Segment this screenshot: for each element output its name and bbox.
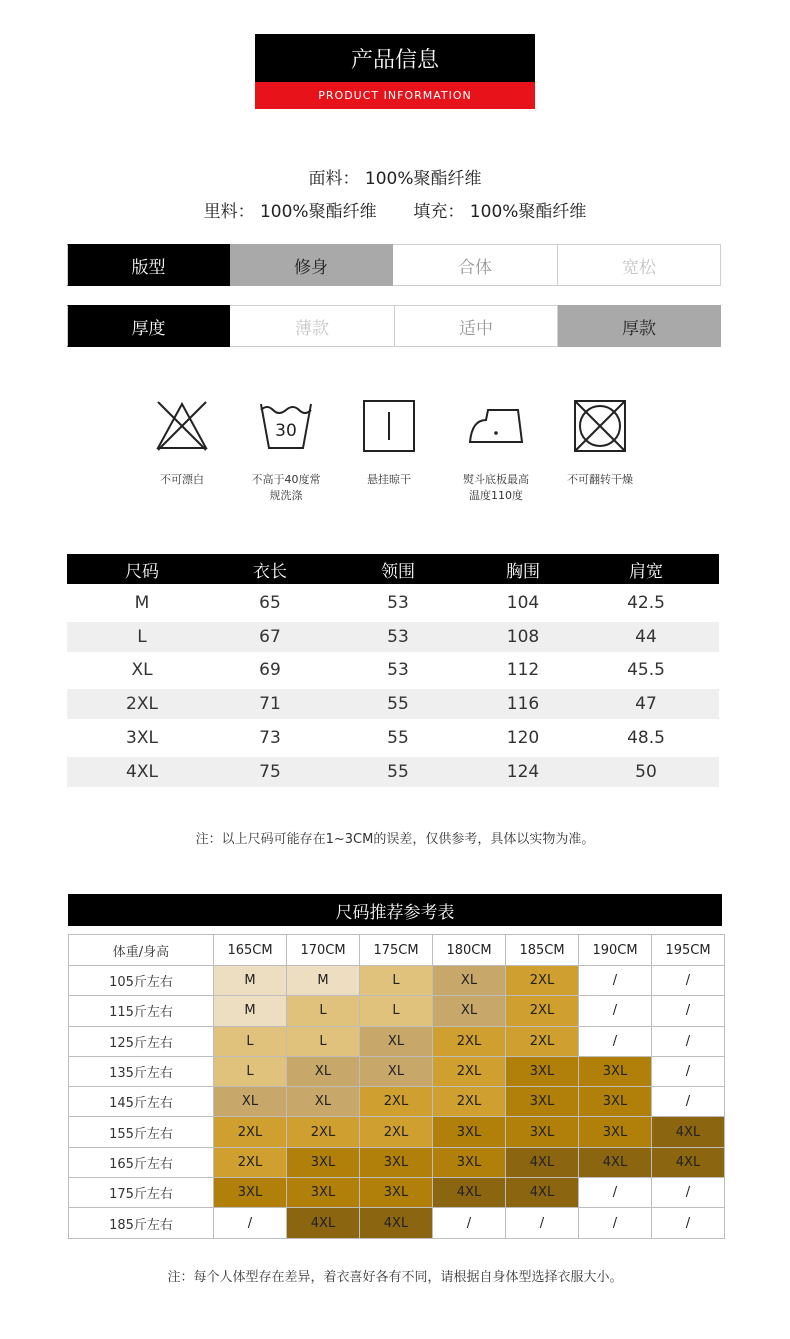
cell: 44 bbox=[635, 626, 657, 647]
thickness-option-medium: 适中 bbox=[395, 305, 558, 347]
table-row bbox=[69, 966, 725, 996]
cell: 108 bbox=[506, 626, 540, 647]
cell: 75 bbox=[259, 761, 281, 782]
wash-30-icon bbox=[258, 398, 314, 454]
fabric-filling: 填充： 100%聚酯纤维 bbox=[413, 202, 587, 222]
care-label: 熨斗底板最高温度110度 bbox=[463, 473, 529, 502]
size-cell: 2XL bbox=[506, 996, 579, 1026]
cell: M bbox=[134, 592, 150, 613]
size-table-header bbox=[67, 554, 719, 584]
table-row bbox=[69, 1087, 725, 1117]
size-cell: M bbox=[287, 966, 360, 996]
table-row bbox=[69, 1026, 725, 1056]
size-cell: 3XL bbox=[506, 1056, 579, 1086]
header-title: 产品信息 bbox=[255, 34, 535, 82]
weight-label: 175斤左右 bbox=[69, 1178, 214, 1208]
table-row bbox=[69, 996, 725, 1026]
cell: 112 bbox=[506, 660, 540, 681]
size-cell: XL bbox=[360, 1056, 433, 1086]
size-table bbox=[67, 554, 719, 787]
size-cell: 2XL bbox=[214, 1117, 287, 1147]
corner-label: 体重/身高 bbox=[69, 935, 214, 966]
size-cell: 4XL bbox=[506, 1147, 579, 1177]
size-cell: 3XL bbox=[214, 1178, 287, 1208]
cell: 53 bbox=[387, 592, 409, 613]
recommend-body bbox=[69, 966, 725, 1239]
cell: 65 bbox=[259, 592, 281, 613]
care-no-bleach bbox=[134, 398, 230, 488]
weight-label: 165斤左右 bbox=[69, 1147, 214, 1177]
table-row bbox=[67, 584, 719, 622]
cell: 116 bbox=[506, 694, 540, 714]
size-cell: 4XL bbox=[506, 1178, 579, 1208]
size-cell: 4XL bbox=[287, 1208, 360, 1238]
size-cell: M bbox=[214, 996, 287, 1026]
fit-option-slim: 修身 bbox=[230, 244, 393, 286]
size-cell: L bbox=[360, 966, 433, 996]
recommend-title: 尺码推荐参考表 bbox=[68, 894, 722, 926]
cell: 124 bbox=[506, 761, 540, 782]
cell: 55 bbox=[387, 727, 409, 748]
col-shoulder: 肩宽 bbox=[629, 561, 663, 582]
table-row bbox=[67, 757, 719, 787]
size-cell: L bbox=[214, 1026, 287, 1056]
product-info-header bbox=[255, 34, 535, 109]
size-cell: L bbox=[287, 1026, 360, 1056]
size-cell: 3XL bbox=[433, 1117, 506, 1147]
cell: 3XL bbox=[126, 727, 158, 748]
cell: 55 bbox=[387, 761, 409, 782]
care-label: 不可漂白 bbox=[160, 473, 204, 486]
no-tumble-dry-icon bbox=[572, 398, 628, 454]
size-cell: 3XL bbox=[360, 1147, 433, 1177]
size-cell: / bbox=[579, 996, 652, 1026]
size-cell: XL bbox=[360, 1026, 433, 1056]
cell: 48.5 bbox=[627, 727, 665, 748]
size-cell: 3XL bbox=[506, 1087, 579, 1117]
size-cell: 2XL bbox=[360, 1117, 433, 1147]
fit-label: 版型 bbox=[67, 244, 230, 286]
size-cell: L bbox=[360, 996, 433, 1026]
size-cell: 2XL bbox=[506, 966, 579, 996]
size-cell: 2XL bbox=[360, 1087, 433, 1117]
fit-option-regular: 合体 bbox=[393, 244, 558, 286]
table-row bbox=[67, 719, 719, 757]
weight-label: 135斤左右 bbox=[69, 1056, 214, 1086]
care-label: 不高于40度常规洗涤 bbox=[251, 473, 321, 502]
cell: 53 bbox=[387, 660, 409, 681]
size-cell: 3XL bbox=[287, 1147, 360, 1177]
size-cell: 4XL bbox=[433, 1178, 506, 1208]
hang-dry-icon bbox=[361, 398, 417, 454]
cell: 53 bbox=[387, 626, 409, 647]
size-cell: / bbox=[579, 1208, 652, 1238]
cell: 67 bbox=[259, 626, 281, 647]
table-row bbox=[69, 1056, 725, 1086]
care-label: 悬挂晾干 bbox=[367, 473, 411, 486]
col-neck: 领围 bbox=[381, 561, 415, 582]
table-row bbox=[69, 1117, 725, 1147]
fit-row bbox=[67, 244, 721, 286]
size-cell: 2XL bbox=[433, 1056, 506, 1086]
cell: XL bbox=[131, 660, 153, 681]
thickness-label: 厚度 bbox=[67, 305, 230, 347]
size-cell: / bbox=[579, 1026, 652, 1056]
height-header: 185CM bbox=[506, 935, 579, 966]
size-cell: XL bbox=[214, 1087, 287, 1117]
size-cell: / bbox=[652, 996, 725, 1026]
size-cell: 2XL bbox=[506, 1026, 579, 1056]
care-wash-30 bbox=[238, 398, 334, 504]
size-cell: / bbox=[579, 966, 652, 996]
recommend-header-row bbox=[69, 935, 725, 966]
size-cell: M bbox=[214, 966, 287, 996]
weight-label: 145斤左右 bbox=[69, 1087, 214, 1117]
size-cell: 2XL bbox=[433, 1026, 506, 1056]
size-cell: / bbox=[433, 1208, 506, 1238]
table-row bbox=[69, 1208, 725, 1238]
size-cell: 3XL bbox=[579, 1056, 652, 1086]
weight-label: 185斤左右 bbox=[69, 1208, 214, 1238]
size-cell: 3XL bbox=[506, 1117, 579, 1147]
cell: 71 bbox=[259, 694, 281, 714]
size-cell: / bbox=[652, 1208, 725, 1238]
size-cell: 3XL bbox=[579, 1087, 652, 1117]
cell: 55 bbox=[387, 694, 409, 714]
size-cell: 3XL bbox=[433, 1147, 506, 1177]
size-cell: / bbox=[652, 1056, 725, 1086]
care-hang-dry bbox=[341, 398, 437, 488]
size-cell: 4XL bbox=[579, 1147, 652, 1177]
size-cell: / bbox=[652, 1178, 725, 1208]
size-cell: 2XL bbox=[214, 1147, 287, 1177]
bottom-note: 注：每个人体型存在差异，着衣喜好各有不同，请根据自身体型选择衣服大小。 bbox=[167, 1270, 623, 1285]
size-cell: / bbox=[214, 1208, 287, 1238]
cell: 2XL bbox=[126, 694, 158, 714]
table-row bbox=[69, 1178, 725, 1208]
iron-icon bbox=[466, 398, 526, 454]
height-header: 170CM bbox=[287, 935, 360, 966]
cell: 45.5 bbox=[627, 660, 665, 681]
thickness-option-thin: 薄款 bbox=[230, 305, 395, 347]
cell: 104 bbox=[506, 592, 540, 613]
size-cell: XL bbox=[433, 996, 506, 1026]
weight-label: 115斤左右 bbox=[69, 996, 214, 1026]
care-iron bbox=[448, 398, 544, 504]
fabric-outer: 面料： 100%聚酯纤维 bbox=[308, 169, 482, 189]
fabric-line-1 bbox=[0, 164, 790, 189]
fabric-lining: 里料： 100%聚酯纤维 bbox=[203, 202, 377, 222]
col-length: 衣长 bbox=[253, 561, 287, 582]
size-cell: 3XL bbox=[579, 1117, 652, 1147]
no-bleach-icon bbox=[154, 398, 210, 454]
size-cell: XL bbox=[287, 1087, 360, 1117]
table-row bbox=[67, 689, 719, 719]
size-cell: 4XL bbox=[652, 1117, 725, 1147]
size-cell: 2XL bbox=[287, 1117, 360, 1147]
height-header: 175CM bbox=[360, 935, 433, 966]
size-cell: XL bbox=[287, 1056, 360, 1086]
size-cell: 4XL bbox=[652, 1147, 725, 1177]
fit-option-loose: 宽松 bbox=[558, 244, 721, 286]
col-chest: 胸围 bbox=[506, 561, 540, 582]
header-subtitle: PRODUCT INFORMATION bbox=[255, 82, 535, 109]
table-row bbox=[67, 622, 719, 652]
cell: 73 bbox=[259, 727, 281, 748]
size-cell: 4XL bbox=[360, 1208, 433, 1238]
care-label: 不可翻转干燥 bbox=[567, 473, 633, 486]
table-row bbox=[67, 652, 719, 690]
size-cell: XL bbox=[433, 966, 506, 996]
care-no-tumble bbox=[552, 398, 648, 488]
fabric-line-2 bbox=[0, 197, 790, 222]
cell: 47 bbox=[635, 694, 657, 714]
size-cell: / bbox=[579, 1178, 652, 1208]
col-size: 尺码 bbox=[125, 561, 159, 582]
cell: 42.5 bbox=[627, 592, 665, 613]
thickness-option-thick: 厚款 bbox=[558, 305, 721, 347]
weight-label: 105斤左右 bbox=[69, 966, 214, 996]
size-cell: L bbox=[287, 996, 360, 1026]
size-note: 注：以上尺码可能存在1~3CM的误差，仅供参考，具体以实物为准。 bbox=[195, 832, 595, 847]
height-header: 190CM bbox=[579, 935, 652, 966]
size-cell: / bbox=[652, 1087, 725, 1117]
height-header: 195CM bbox=[652, 935, 725, 966]
recommend-table bbox=[68, 934, 725, 1239]
size-cell: / bbox=[506, 1208, 579, 1238]
size-cell: 3XL bbox=[287, 1178, 360, 1208]
thickness-row bbox=[67, 305, 721, 347]
table-row bbox=[69, 1147, 725, 1177]
weight-label: 125斤左右 bbox=[69, 1026, 214, 1056]
size-cell: L bbox=[214, 1056, 287, 1086]
cell: 69 bbox=[259, 660, 281, 681]
cell: 120 bbox=[506, 727, 540, 748]
size-cell: / bbox=[652, 966, 725, 996]
cell: 50 bbox=[635, 761, 657, 782]
height-header: 165CM bbox=[214, 935, 287, 966]
svg-text:30: 30 bbox=[275, 421, 297, 441]
cell: 4XL bbox=[126, 761, 158, 782]
weight-label: 155斤左右 bbox=[69, 1117, 214, 1147]
size-cell: / bbox=[652, 1026, 725, 1056]
cell: L bbox=[137, 626, 147, 647]
height-header: 180CM bbox=[433, 935, 506, 966]
size-cell: 2XL bbox=[433, 1087, 506, 1117]
size-cell: 3XL bbox=[360, 1178, 433, 1208]
